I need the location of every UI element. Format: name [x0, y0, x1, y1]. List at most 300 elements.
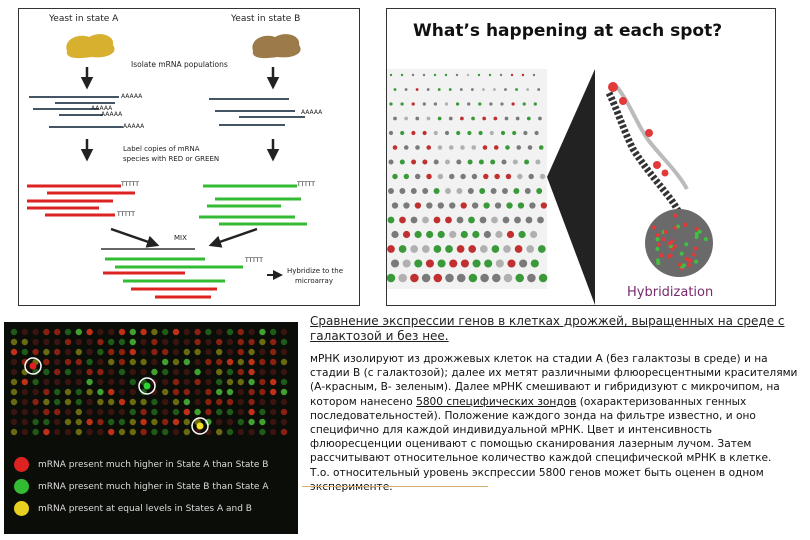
scan-spot [205, 389, 211, 395]
array-spot [445, 274, 454, 283]
scan-spot [140, 339, 146, 345]
scan-spot [22, 399, 28, 405]
array-spot [434, 274, 443, 283]
array-spot [529, 202, 535, 208]
scan-spot [270, 409, 276, 415]
scan-spot [119, 349, 125, 355]
array-spot [416, 88, 419, 91]
scan-spot [259, 389, 265, 395]
array-spot [538, 117, 542, 121]
scan-spot [140, 329, 146, 335]
array-spot [468, 217, 475, 224]
scan-spot [227, 379, 233, 385]
array-spot [490, 159, 495, 164]
scan-spot [97, 409, 103, 415]
scan-spot [43, 419, 49, 425]
array-spot [422, 159, 427, 164]
scan-spot [259, 329, 265, 335]
array-spot [434, 74, 436, 76]
scan-spot [270, 389, 276, 395]
array-spot [445, 102, 448, 105]
array-spot [504, 88, 507, 91]
fluorophore-dot [684, 242, 688, 246]
scan-spot [11, 359, 17, 365]
scan-spot [248, 389, 254, 395]
scan-spot [216, 329, 222, 335]
array-spot [534, 102, 537, 105]
scan-spot [205, 379, 211, 385]
scan-spot-grid [11, 329, 287, 435]
array-spot [535, 159, 540, 164]
scan-spot [216, 339, 222, 345]
scan-spot [130, 399, 136, 405]
scan-spot [173, 369, 179, 375]
scan-spot [76, 429, 82, 435]
scan-spot [281, 379, 287, 385]
scan-spot [54, 339, 60, 345]
fluorophore-dot [678, 263, 682, 267]
scan-spot [97, 399, 103, 405]
array-spot [528, 174, 533, 179]
array-spot [472, 259, 480, 267]
scan-spot [130, 339, 136, 345]
scan-spot [130, 369, 136, 375]
scan-spot [259, 399, 265, 405]
scan-spot [151, 359, 157, 365]
scan-spot [22, 349, 28, 355]
array-spot [423, 74, 425, 76]
array-spot [449, 88, 452, 91]
array-spot [468, 159, 473, 164]
array-spot [404, 145, 409, 150]
scan-spot [22, 409, 28, 415]
fluorophore-dot [660, 253, 664, 257]
array-spot [388, 188, 394, 194]
scan-spot [216, 419, 222, 425]
scan-spot [184, 429, 190, 435]
fluorophore-dot [695, 232, 699, 236]
scan-spot [281, 429, 287, 435]
scan-spot [162, 359, 168, 365]
caption-paragraph: (охарактеризованных генных последовательностей). Положение каждого зонда на фильтре известно, и оно специфично для каждой индивидуальной мРНК. Цвет и интенсивность флюоресценции оценивают с помощью сканирования лазерным лучом. Затем рассчитывают относительное количество каждой специфической мРНК в клетке. [310, 395, 772, 465]
scan-spot [238, 419, 244, 425]
array-spot [515, 245, 523, 253]
array-spot [423, 131, 427, 135]
array-spot [411, 217, 418, 224]
array-spot [449, 202, 455, 208]
scan-spot [130, 409, 136, 415]
scan-spot [130, 329, 136, 335]
scan-spot [216, 379, 222, 385]
scan-spot [173, 329, 179, 335]
hybridization-label: Hybridization [627, 285, 714, 300]
scan-spot [270, 399, 276, 405]
scan-spot [281, 339, 287, 345]
scan-spot [194, 369, 200, 375]
scan-spot [65, 379, 71, 385]
scan-spot [22, 389, 28, 395]
scan-spot [216, 399, 222, 405]
scan-spot [54, 329, 60, 335]
scan-spot [227, 389, 233, 395]
array-spot [541, 202, 547, 208]
fluorophore-dot [683, 223, 687, 227]
array-spot [490, 131, 494, 135]
scan-spot [65, 349, 71, 355]
scan-spot [248, 409, 254, 415]
array-spot [399, 188, 405, 194]
legend-red-text: mRNA present much higher in State A than State B [38, 460, 269, 470]
array-spot [506, 174, 511, 179]
array-spot [480, 245, 488, 253]
scan-spot [259, 349, 265, 355]
array-spot [535, 131, 539, 135]
array-spot [445, 245, 453, 253]
array-spot [515, 274, 524, 283]
scan-spot [43, 379, 49, 385]
array-spot [518, 231, 525, 238]
bead-icon [645, 209, 713, 277]
scan-spot [162, 409, 168, 415]
scan-spot [184, 379, 190, 385]
polyt-tail: TTTTT [121, 181, 139, 188]
scan-spot [97, 419, 103, 425]
scan-spot [184, 349, 190, 355]
scan-spot [259, 339, 265, 345]
array-spot [445, 74, 447, 76]
scan-spot [54, 429, 60, 435]
array-spot [461, 202, 467, 208]
fluorophore-dot [662, 237, 666, 241]
scan-spot [281, 399, 287, 405]
mixed-strands [101, 249, 243, 297]
array-spot [524, 159, 529, 164]
scan-spot [162, 399, 168, 405]
array-spot [445, 131, 449, 135]
scan-spot [194, 329, 200, 335]
array-spot [507, 259, 515, 267]
array-spot [387, 274, 395, 283]
scan-spot [54, 409, 60, 415]
array-spot [479, 188, 485, 194]
caption-title: Сравнение экспрессии генов в клетках дрожжей, выращенных на среде с галактозой и без нее. [310, 314, 785, 343]
scan-spot [86, 369, 92, 375]
array-spot [505, 145, 510, 150]
fluorophore-dot [694, 260, 698, 264]
scan-spot [227, 339, 233, 345]
array-spot [411, 188, 417, 194]
scan-spot [97, 329, 103, 335]
array-spot [517, 174, 522, 179]
array-spot [478, 74, 480, 76]
spot-detail-panel [386, 8, 776, 306]
scan-spot [281, 419, 287, 425]
array-spot [445, 188, 451, 194]
scan-spot [119, 429, 125, 435]
array-spot [391, 259, 399, 267]
legend-yellow-text: mRNA present at equal levels in States A and B [38, 504, 252, 514]
scan-spot [238, 329, 244, 335]
scan-spot [119, 329, 125, 335]
array-spot [472, 231, 479, 238]
scan-spot [65, 329, 71, 335]
scan-spot [216, 359, 222, 365]
scan-spot [97, 379, 103, 385]
scan-spot [216, 409, 222, 415]
scan-spot [119, 339, 125, 345]
zoom-cone-icon [547, 69, 595, 305]
array-spot [410, 274, 419, 283]
array-spot [391, 231, 398, 238]
scan-spot [32, 349, 38, 355]
array-spot [400, 131, 404, 135]
array-spot [479, 159, 484, 164]
array-spot [460, 117, 464, 121]
array-spot [513, 159, 518, 164]
scan-spot [270, 359, 276, 365]
array-spot [456, 74, 458, 76]
scan-spot [173, 359, 179, 365]
array-spot [502, 188, 508, 194]
scan-spot [86, 399, 92, 405]
scan-spot [162, 339, 168, 345]
array-spot [467, 131, 471, 135]
array-spot [393, 145, 398, 150]
array-spot [531, 259, 539, 267]
scan-spot [65, 369, 71, 375]
array-spot [493, 117, 497, 121]
array-spot [468, 245, 476, 253]
array-spot [528, 145, 533, 150]
array-spot [489, 102, 492, 105]
scan-spot [162, 369, 168, 375]
scan-spot [238, 359, 244, 365]
array-spot [426, 174, 431, 179]
mrna-strands-b [209, 99, 305, 125]
array-spot [479, 131, 483, 135]
scan-spot [173, 339, 179, 345]
scan-spot [86, 359, 92, 365]
array-spot [434, 131, 438, 135]
array-spot [493, 88, 496, 91]
scan-spot [140, 399, 146, 405]
label-copies-line2: species with RED or GREEN [123, 155, 220, 163]
array-spot [501, 131, 505, 135]
array-spot [456, 131, 460, 135]
scan-spot [270, 429, 276, 435]
scan-spot [194, 379, 200, 385]
scan-spot [184, 329, 190, 335]
scan-spot [86, 339, 92, 345]
fluorophore-dot [689, 258, 693, 262]
legend-green-dot-icon [14, 479, 29, 494]
scan-spot [32, 409, 38, 415]
array-spot [403, 259, 411, 267]
scan-spot [151, 409, 157, 415]
scan-spot [130, 389, 136, 395]
scan-spot [76, 329, 82, 335]
scan-spot [173, 429, 179, 435]
array-spot [468, 188, 474, 194]
array-spot [522, 74, 524, 76]
array-spot [449, 117, 453, 121]
array-spot [449, 174, 454, 179]
caption-paragraph: мРНК изолируют из дрожжевых клеток на стадии А (без галактозы в среде) и на стадии В (с галактозой); далее их метят различными флюоресцентными красителями (А-красным, В- зеленым). Далее мРНК смешивают и гибридизуют с микрочипом, на котором нанесено [310, 353, 798, 408]
array-spot [400, 102, 403, 105]
scan-spot [65, 339, 71, 345]
scan-spot [54, 399, 60, 405]
scan-spot [205, 409, 211, 415]
scan-spot [270, 349, 276, 355]
scan-spot [248, 369, 254, 375]
scan-spot [162, 379, 168, 385]
scan-spot [270, 379, 276, 385]
scan-spot [76, 379, 82, 385]
legend-red-dot-icon [14, 457, 29, 472]
array-spot [415, 145, 420, 150]
scan-spot [140, 409, 146, 415]
array-spot [495, 202, 501, 208]
scan-spot [248, 339, 254, 345]
array-spot [537, 217, 544, 224]
array-spot [456, 188, 462, 194]
scan-spot [32, 389, 38, 395]
array-spot [539, 145, 544, 150]
array-spot [478, 102, 481, 105]
array-spot [511, 102, 514, 105]
array-spot [422, 217, 429, 224]
fluorophore-dot [652, 225, 656, 229]
fluorophore-dot [664, 230, 668, 234]
scan-spot [43, 359, 49, 365]
array-spot [483, 174, 488, 179]
fluorophore-dot [673, 214, 677, 218]
array-spot [483, 202, 489, 208]
scan-spot [205, 399, 211, 405]
scan-spot [248, 359, 254, 365]
fluorophore-dot [692, 253, 696, 257]
array-spot [503, 245, 511, 253]
scan-spot [22, 339, 28, 345]
array-spot [523, 131, 527, 135]
fluorophore-dot [657, 243, 661, 247]
scan-spot [248, 429, 254, 435]
array-spot [434, 188, 440, 194]
array-spot [415, 202, 421, 208]
scan-spot [32, 339, 38, 345]
scan-spot [11, 329, 17, 335]
scan-spot [248, 329, 254, 335]
scan-spot [11, 429, 17, 435]
scan-spot [184, 399, 190, 405]
scan-spot [54, 359, 60, 365]
scan-spot [54, 379, 60, 385]
array-spot [445, 217, 452, 224]
array-spot [472, 202, 478, 208]
array-spot [445, 159, 450, 164]
array-spot [538, 245, 546, 253]
array-spot [400, 159, 405, 164]
scan-spot [11, 339, 17, 345]
array-spot [422, 274, 431, 283]
scan-spot [259, 429, 265, 435]
scan-spot [184, 419, 190, 425]
scan-spot [86, 329, 92, 335]
array-spot [449, 259, 457, 267]
scan-spot [140, 359, 146, 365]
array-spot [494, 145, 499, 150]
array-spot [434, 102, 437, 105]
array-spot [449, 231, 456, 238]
arrow-mix-right-icon [211, 229, 257, 245]
scan-spot [119, 399, 125, 405]
microarray-perspective [387, 9, 775, 305]
scan-spot [194, 339, 200, 345]
scan-spot [54, 349, 60, 355]
scan-spot [238, 399, 244, 405]
scan-spot [259, 359, 265, 365]
polyt-tail: TTTTT [117, 211, 135, 218]
scan-spot [119, 359, 125, 365]
scan-spot [227, 349, 233, 355]
array-spot [519, 259, 527, 267]
scan-spot [205, 329, 211, 335]
scan-spot [259, 409, 265, 415]
scan-spot [43, 399, 49, 405]
scan-spot [194, 399, 200, 405]
array-spot [540, 174, 545, 179]
scan-spot [151, 369, 157, 375]
array-spot [516, 117, 520, 121]
array-spot [536, 188, 542, 194]
scan-spot [43, 339, 49, 345]
scan-spot [11, 389, 17, 395]
array-spot [399, 217, 406, 224]
array-spot [537, 88, 540, 91]
scan-spot [130, 349, 136, 355]
array-spot [410, 245, 418, 253]
scan-spot [270, 339, 276, 345]
scan-spot [54, 389, 60, 395]
fluorophore-dot [704, 237, 708, 241]
array-spot [523, 102, 526, 105]
array-spot [438, 117, 442, 121]
workflow-diagram [19, 9, 359, 305]
scan-spot [108, 329, 114, 335]
scan-spot [281, 409, 287, 415]
scan-spot [162, 389, 168, 395]
scan-spot [238, 429, 244, 435]
array-spot [438, 174, 443, 179]
array-spot [434, 245, 442, 253]
array-spot [457, 245, 465, 253]
array-spot [404, 117, 408, 121]
scan-spot [65, 409, 71, 415]
scan-spot [151, 349, 157, 355]
scan-spot [76, 339, 82, 345]
array-spot [427, 88, 430, 91]
array-spot [491, 217, 498, 224]
scan-spot [238, 349, 244, 355]
array-spot [422, 245, 430, 253]
array-spot [539, 274, 548, 283]
array-spot [388, 159, 393, 164]
scan-spot [43, 409, 49, 415]
polya-tail: AAAAA [91, 105, 113, 112]
scan-spot [108, 359, 114, 365]
array-spot [482, 117, 486, 121]
scan-spot [22, 429, 28, 435]
